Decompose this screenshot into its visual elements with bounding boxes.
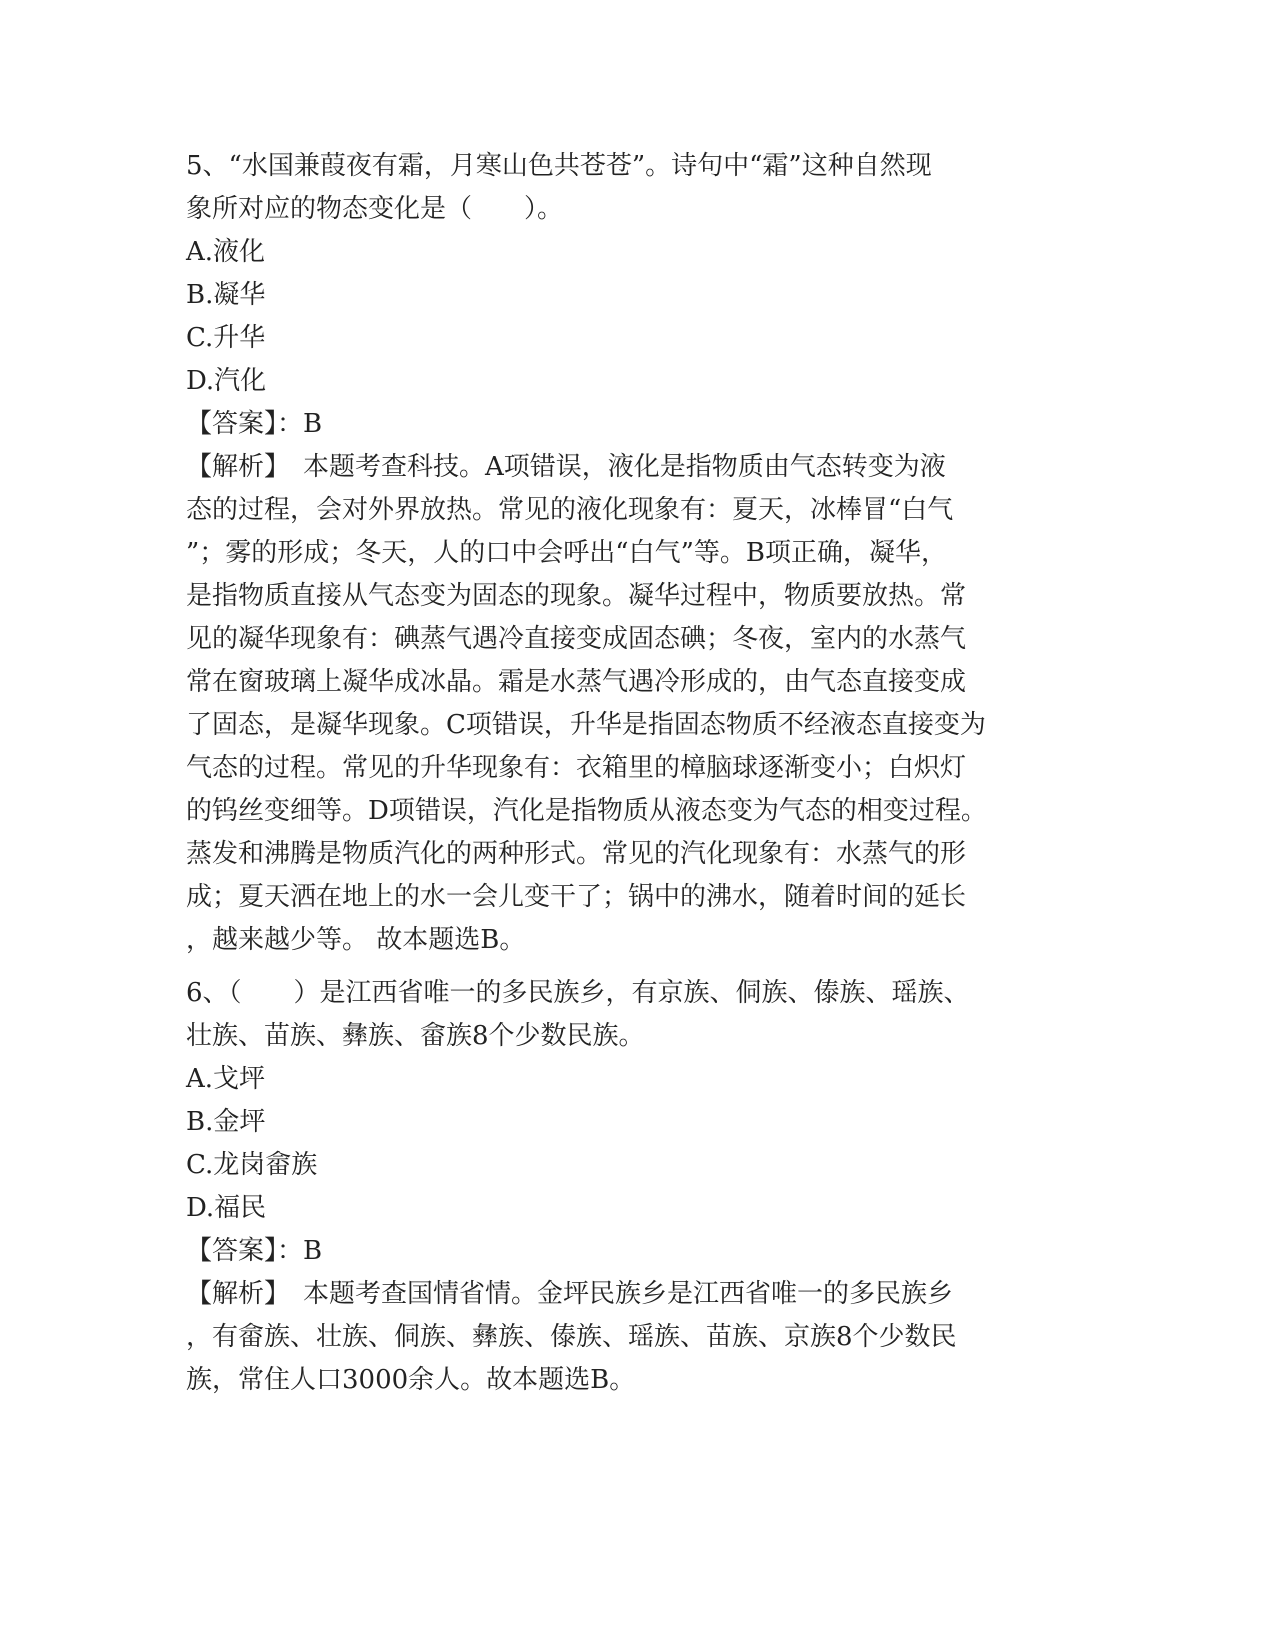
question-6 [186, 972, 1086, 1402]
option-a: A.戈坪 [186, 1064, 266, 1094]
analysis-line: 是指物质直接从气态变为固态的现象。凝华过程中，物质要放热。常 [186, 581, 967, 611]
option-b: B.凝华 [186, 280, 266, 310]
analysis-line: 族，常住人口3000余人。故本题选B。 [186, 1365, 636, 1395]
question-stem-line: 壮族、苗族、彝族、畲族8个少数民族。 [186, 1021, 645, 1051]
analysis-line: 的钨丝变细等。D项错误，汽化是指物质从液态变为气态的相变过程。 [186, 796, 987, 826]
option-d: D.汽化 [186, 366, 267, 396]
analysis-line: ，有畲族、壮族、侗族、彝族、傣族、瑶族、苗族、京族8个少数民 [186, 1322, 957, 1352]
option-b: B.金坪 [186, 1107, 266, 1137]
analysis-line: 了固态，是凝华现象。C项错误，升华是指固态物质不经液态直接变为 [186, 710, 986, 740]
option-c: C.龙岗畲族 [186, 1150, 318, 1180]
option-a: A.液化 [186, 237, 266, 267]
question-5 [186, 145, 1086, 962]
document-page [186, 145, 1086, 1402]
analysis-line: 蒸发和沸腾是物质汽化的两种形式。常见的汽化现象有：水蒸气的形 [186, 839, 967, 869]
analysis-line: 态的过程，会对外界放热。常见的液化现象有：夏天，冰棒冒“白气 [186, 495, 954, 525]
question-stem-line: 6、（ ）是江西省唯一的多民族乡，有京族、侗族、傣族、瑶族、 [186, 978, 970, 1008]
analysis-line: 见的凝华现象有：碘蒸气遇冷直接变成固态碘；冬夜，室内的水蒸气 [186, 624, 967, 654]
analysis-line: 【解析】 本题考查科技。A项错误，液化是指物质由气态转变为液 [186, 452, 946, 482]
option-d: D.福民 [186, 1193, 267, 1223]
analysis-line: 【解析】 本题考查国情省情。金坪民族乡是江西省唯一的多民族乡 [186, 1279, 954, 1309]
answer-line: 【答案】：B [186, 1236, 323, 1266]
question-stem-line: 象所对应的物态变化是（ ）。 [186, 194, 564, 224]
analysis-line: 成；夏天洒在地上的水一会儿变干了；锅中的沸水，随着时间的延长 [186, 882, 967, 912]
answer-line: 【答案】：B [186, 409, 323, 439]
analysis-line: ，越来越少等。 故本题选B。 [186, 925, 526, 955]
analysis-line: 气态的过程。常见的升华现象有：衣箱里的樟脑球逐渐变小；白炽灯 [186, 753, 967, 783]
question-spacer [186, 962, 1086, 972]
analysis-line: 常在窗玻璃上凝华成冰晶。霜是水蒸气遇冷形成的，由气态直接变成 [186, 667, 967, 697]
analysis-line: ”；雾的形成；冬天，人的口中会呼出“白气”等。B项正确，凝华， [186, 538, 947, 568]
option-c: C.升华 [186, 323, 266, 353]
question-stem-line: 5、“水国兼葭夜有霜，月寒山色共苍苍”。诗句中“霜”这种自然现 [186, 151, 932, 181]
